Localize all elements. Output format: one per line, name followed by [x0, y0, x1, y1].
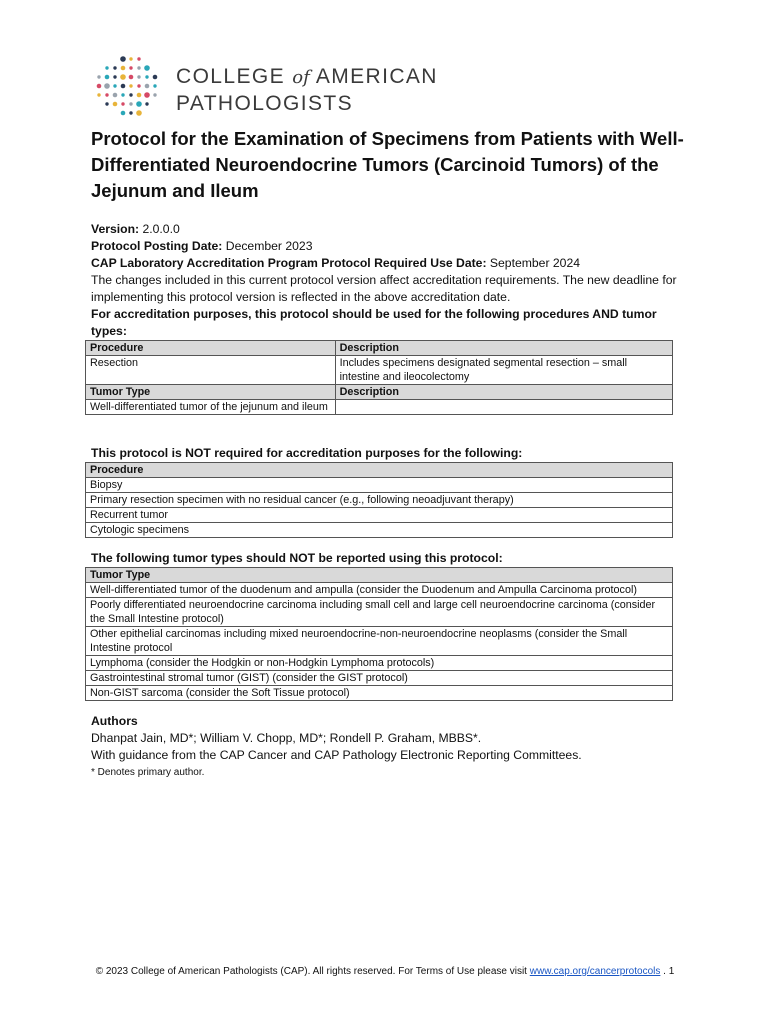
required-date-line: CAP Laboratory Accreditation Program Protocol Required Use Date: September 2024	[91, 256, 581, 270]
tumor-type-header: Tumor Type	[86, 385, 336, 400]
page-title: Protocol for the Examination of Specimens from Patients with Well-Differentiated Neuroendocrine Tumors (Carcinoid Tumors) of the Jejunum and Ileum	[91, 128, 684, 201]
logo-dot	[129, 75, 134, 80]
not-required-heading: This protocol is NOT required for accreditation purposes for the following:	[91, 446, 523, 460]
logo-dot	[121, 66, 126, 71]
version-line: Version: 2.0.0.0	[91, 222, 180, 236]
table-row: Cytologic specimens	[86, 523, 673, 538]
procedure-header: Procedure	[86, 341, 336, 356]
procedure-header: Procedure	[86, 463, 673, 478]
logo-dot	[137, 66, 140, 69]
logo-dot	[105, 66, 108, 69]
logo-dot	[144, 92, 150, 98]
table-header-row	[86, 568, 673, 583]
logo-dot	[121, 102, 124, 105]
authors-heading: Authors	[91, 714, 138, 728]
page-number: . 1	[660, 966, 675, 977]
logo-dot	[113, 66, 116, 69]
logo-dots-icon	[94, 54, 164, 120]
logo-dot	[129, 66, 132, 69]
procedure-desc-cell: Includes specimens designated segmental resection – small intestine and ileocolectomy	[335, 356, 672, 385]
logo-dot	[121, 93, 124, 96]
logo-dot	[104, 83, 110, 89]
table-row: Poorly differentiated neuroendocrine carcinoma including small cell and large cell neuroendocrine carcinoma (consider the Small Intestine protocol)	[86, 598, 673, 627]
logo-dot	[97, 93, 100, 96]
primary-author-note: * Denotes primary author.	[91, 767, 205, 778]
logo-dot	[145, 75, 148, 78]
changes-text: The changes included in this current protocol version affect accreditation requirements. The new deadline for implementing this protocol version is reflected in the above accreditation date.	[91, 273, 677, 304]
logo-dot	[136, 101, 142, 107]
logo-dot	[120, 56, 126, 62]
table-row	[86, 400, 673, 415]
logo-pathologists: PATHOLOGISTS	[176, 92, 354, 115]
logo-dot	[121, 84, 126, 89]
logo-dot	[97, 84, 102, 89]
cancer-protocols-link[interactable]: www.cap.org/cancerprotocols	[529, 966, 661, 977]
logo-dot	[137, 93, 142, 98]
table-row: Non-GIST sarcoma (consider the Soft Tissue protocol)	[86, 686, 673, 701]
logo-dot	[129, 111, 132, 114]
table-header-row	[86, 385, 673, 400]
logo-dot	[153, 75, 158, 80]
logo-dot	[129, 93, 132, 96]
guidance-text: With guidance from the CAP Cancer and CAP Pathology Electronic Reporting Committees.	[91, 748, 582, 762]
protocol-meta	[91, 221, 691, 340]
logo-american: AMERICAN	[309, 65, 438, 88]
table-row: Well-differentiated tumor of the duodenum and ampulla (consider the Duodenum and Ampulla Carcinoma protocol)	[86, 583, 673, 598]
logo-college: COLLEGE	[176, 65, 293, 88]
logo-dot	[153, 93, 156, 96]
logo-dot	[120, 74, 126, 80]
logo-dot	[153, 84, 156, 87]
authors-section	[91, 713, 691, 780]
logo-of: of	[292, 67, 310, 88]
logo-dot	[145, 102, 148, 105]
logo-dot	[121, 111, 126, 116]
not-reported-table	[85, 567, 673, 701]
purpose-text: For accreditation purposes, this protocol should be used for the following procedures AND tumor types:	[91, 307, 657, 338]
logo-dot	[113, 75, 116, 78]
logo-dot	[113, 84, 116, 87]
table-row	[86, 356, 673, 385]
tumor-type-header: Tumor Type	[86, 568, 673, 583]
tumor-cell: Well-differentiated tumor of the jejunum and ileum	[86, 400, 336, 415]
tumor-desc-cell	[335, 400, 672, 415]
logo-dot	[144, 65, 150, 71]
table-row: Lymphoma (consider the Hodgkin or non-Hodgkin Lymphoma protocols)	[86, 656, 673, 671]
table-row: Other epithelial carcinomas including mixed neuroendocrine-non-neuroendocrine neoplasms (consider the Small Intestine protocol	[86, 627, 673, 656]
table-row: Primary resection specimen with no residual cancer (e.g., following neoadjuvant therapy)	[86, 493, 673, 508]
not-required-table	[85, 462, 673, 538]
logo-dot	[145, 84, 150, 89]
logo-dot	[105, 93, 108, 96]
logo-dot	[129, 84, 132, 87]
logo-dot	[129, 57, 132, 60]
procedure-cell: Resection	[86, 356, 336, 385]
table-row: Biopsy	[86, 478, 673, 493]
tumor-desc-header: Description	[335, 385, 672, 400]
logo-dot	[105, 102, 108, 105]
logo-dot	[136, 110, 142, 116]
logo-dot	[113, 93, 118, 98]
logo-dot	[137, 57, 140, 60]
accreditation-table	[85, 340, 673, 415]
copyright-text: © 2023 College of American Pathologists (CAP). All rights reserved. For Terms of Use please visit	[95, 966, 530, 977]
description-header: Description	[335, 341, 672, 356]
cap-logo	[94, 54, 494, 120]
author-names: Dhanpat Jain, MD*; William V. Chopp, MD*; Rondell P. Graham, MBBS*.	[91, 731, 482, 745]
table-row: Recurrent tumor	[86, 508, 673, 523]
posting-date-line: Protocol Posting Date: December 2023	[91, 239, 313, 253]
table-row: Gastrointestinal stromal tumor (GIST) (consider the GIST protocol)	[86, 671, 673, 686]
logo-dot	[129, 102, 132, 105]
logo-dot	[137, 75, 140, 78]
logo-dot	[113, 102, 118, 107]
page-footer	[0, 966, 770, 977]
logo-dot	[97, 75, 100, 78]
table-header-row	[86, 463, 673, 478]
not-reported-heading: The following tumor types should NOT be reported using this protocol:	[91, 551, 503, 565]
logo-dot	[105, 75, 110, 80]
logo-dot	[137, 84, 140, 87]
logo-wordmark	[176, 64, 438, 117]
table-header-row	[86, 341, 673, 356]
